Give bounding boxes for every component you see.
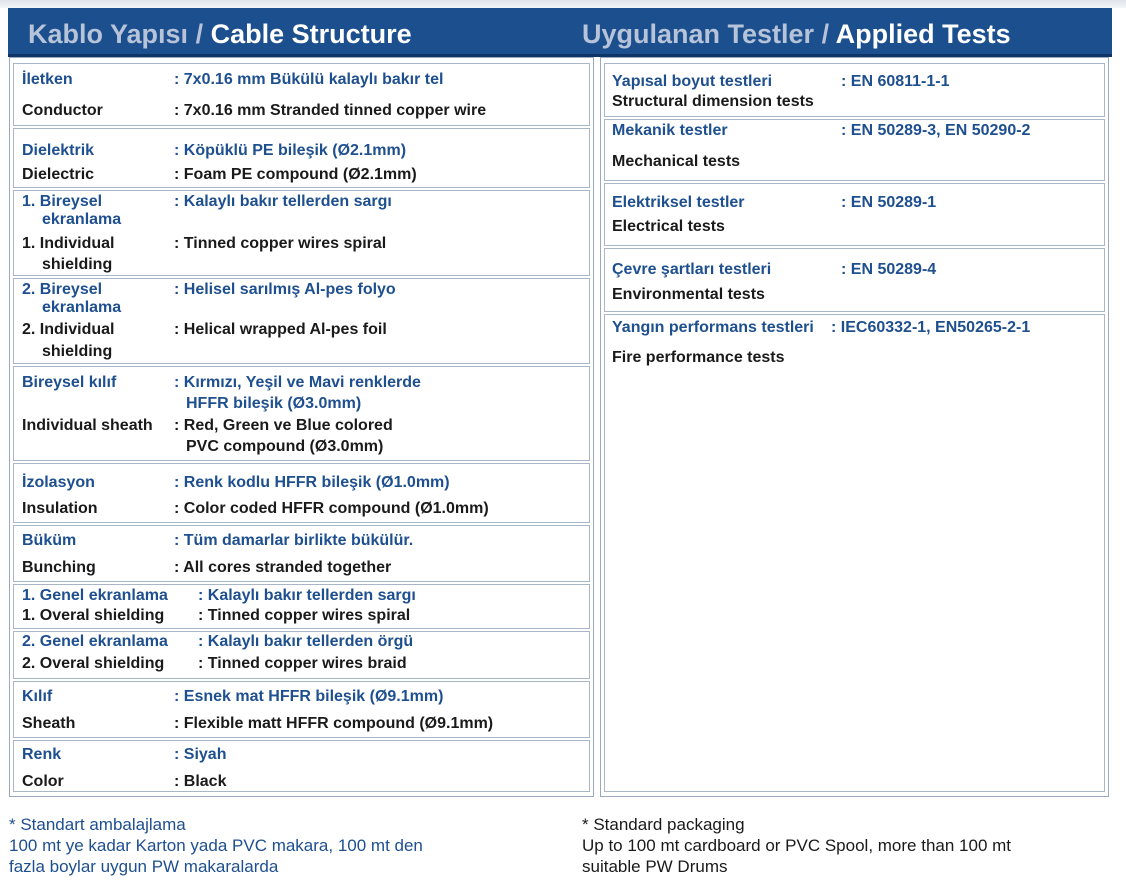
row-value-en: : Tinned copper wires spiral: [198, 607, 411, 624]
test-label-tr: Çevre şartları testleri: [612, 261, 772, 278]
title-tr: Kablo Yapısı: [28, 19, 189, 49]
row-label-en: Conductor: [22, 102, 103, 119]
row-label-tr: 1. Genel ekranlama: [22, 587, 168, 604]
packaging-note-tr: [9, 814, 423, 877]
structure-row-individual-shielding-2: [13, 278, 590, 364]
test-label-tr: Yapısal boyut testleri: [612, 73, 773, 90]
structure-row-overall-shielding-2: [13, 631, 590, 679]
row-value-en: : All cores stranded together: [174, 559, 392, 576]
structure-row-conductor: [13, 63, 590, 126]
test-label-en: Structural dimension tests: [612, 93, 814, 110]
structure-row-individual-shielding-1: [13, 190, 590, 276]
row-label-en: Bunching: [22, 559, 96, 576]
test-label-en: Electrical tests: [612, 218, 725, 235]
row-value-tr-cont: HFFR bileşik (Ø3.0mm): [186, 395, 362, 412]
row-value-en: : Red, Green ve Blue colored: [174, 417, 393, 434]
structure-row-sheath: [13, 681, 590, 738]
row-label-tr: Kılıf: [22, 688, 53, 705]
packaging-line-en: suitable PW Drums: [582, 857, 728, 876]
packaging-note-en: [582, 814, 1011, 877]
row-label-tr-cont: ekranlama: [42, 299, 122, 316]
structure-row-color: [13, 740, 590, 792]
row-value-en-cont: PVC compound (Ø3.0mm): [186, 438, 384, 455]
row-value-en: : Color coded HFFR compound (Ø1.0mm): [174, 500, 489, 517]
row-label-en: 2. Individual: [22, 321, 115, 338]
row-label-en: Dielectric: [22, 166, 95, 183]
row-label-en: 1. Individual: [22, 235, 115, 252]
row-label-en: Color: [22, 773, 64, 790]
test-label-en: Environmental tests: [612, 286, 765, 303]
top-band: [0, 0, 1126, 8]
row-value-tr: : Köpüklü PE bileşik (Ø2.1mm): [174, 142, 407, 159]
cable-structure-title: [28, 19, 412, 50]
row-label-en: Individual sheath: [22, 417, 153, 434]
row-value-tr: : Kalaylı bakır tellerden örgü: [198, 633, 414, 650]
test-row-electrical: [604, 183, 1105, 246]
title-en: Cable Structure: [210, 19, 412, 49]
row-label-tr: İzolasyon: [22, 474, 95, 491]
test-label-tr: Elektriksel testler: [612, 194, 745, 211]
test-label-tr: Mekanik testler: [612, 122, 728, 139]
row-value-tr: : Tüm damarlar birlikte bükülür.: [174, 532, 414, 549]
test-standard: : EN 50289-3, EN 50290-2: [841, 122, 1031, 139]
cable-structure-panel: [9, 57, 594, 797]
row-value-tr: : Kalaylı bakır tellerden sargı: [174, 193, 392, 210]
test-standard: : EN 50289-1: [841, 194, 937, 211]
row-label-en: Insulation: [22, 500, 98, 517]
row-value-en: : Tinned copper wires braid: [198, 655, 407, 672]
test-row-fire-performance: [604, 314, 1105, 792]
row-value-en: : Foam PE compound (Ø2.1mm): [174, 166, 417, 183]
row-label-tr: Renk: [22, 746, 62, 763]
row-value-tr: : 7x0.16 mm Bükülü kalaylı bakır tel: [174, 71, 444, 88]
header-bar: [8, 8, 1112, 57]
test-row-environmental: [604, 248, 1105, 312]
row-label-en-cont: shielding: [42, 343, 113, 360]
row-value-tr: : Kalaylı bakır tellerden sargı: [198, 587, 416, 604]
structure-row-overall-shielding-1: [13, 584, 590, 629]
row-label-tr: 2. Bireysel: [22, 281, 103, 298]
packaging-line-tr: 100 mt ye kadar Karton yada PVC makara, 100 mt den: [9, 836, 423, 855]
test-standard: : EN 60811-1-1: [841, 73, 950, 90]
row-value-tr: : Helisel sarılmış Al-pes folyo: [174, 281, 396, 298]
row-label-en: 2. Overal shielding: [22, 655, 165, 672]
test-label-en: Mechanical tests: [612, 153, 741, 170]
row-value-en: : Black: [174, 773, 227, 790]
structure-row-dielectric: [13, 128, 590, 188]
test-standard: : EN 50289-4: [841, 261, 937, 278]
title-en: Applied Tests: [835, 19, 1011, 49]
row-label-tr: İletken: [22, 71, 73, 88]
row-value-en: : 7x0.16 mm Stranded tinned copper wire: [174, 102, 487, 119]
packaging-line-en: Up to 100 mt cardboard or PVC Spool, more than 100 mt: [582, 836, 1012, 855]
row-value-tr: : Renk kodlu HFFR bileşik (Ø1.0mm): [174, 474, 450, 491]
packaging-title-tr: * Standart ambalajlama: [9, 815, 186, 834]
row-label-tr: Büküm: [22, 532, 77, 549]
row-label-en: 1. Overal shielding: [22, 607, 165, 624]
row-value-en: : Tinned copper wires spiral: [174, 235, 387, 252]
row-label-tr: Dielektrik: [22, 142, 95, 159]
title-separator: /: [821, 19, 830, 49]
packaging-line-tr: fazla boylar uygun PW makaralarda: [9, 857, 279, 876]
title-tr: Uygulanan Testler: [582, 19, 815, 49]
row-value-tr: : Siyah: [174, 746, 227, 763]
row-label-tr: 2. Genel ekranlama: [22, 633, 168, 650]
test-row-structural-dimension: [604, 63, 1105, 117]
applied-tests-title: [582, 19, 1011, 50]
test-label-tr: Yangın performans testleri: [612, 319, 814, 336]
title-separator: /: [195, 19, 204, 49]
row-label-tr: 1. Bireysel: [22, 193, 103, 210]
test-standard: : IEC60332-1, EN50265-2-1: [831, 319, 1031, 336]
row-label-tr-cont: ekranlama: [42, 211, 122, 228]
row-value-en: : Flexible matt HFFR compound (Ø9.1mm): [174, 715, 494, 732]
row-label-en-cont: shielding: [42, 256, 113, 273]
structure-row-individual-sheath: [13, 366, 590, 461]
test-row-mechanical: [604, 119, 1105, 181]
row-value-tr: : Kırmızı, Yeşil ve Mavi renklerde: [174, 374, 421, 391]
row-label-tr: Bireysel kılıf: [22, 374, 117, 391]
row-value-en: : Helical wrapped Al-pes foil: [174, 321, 387, 338]
applied-tests-panel: [600, 57, 1109, 797]
row-value-tr: : Esnek mat HFFR bileşik (Ø9.1mm): [174, 688, 444, 705]
structure-row-bunching: [13, 525, 590, 582]
row-label-en: Sheath: [22, 715, 76, 732]
packaging-title-en: * Standard packaging: [582, 815, 745, 834]
structure-row-insulation: [13, 463, 590, 523]
test-label-en: Fire performance tests: [612, 349, 785, 366]
